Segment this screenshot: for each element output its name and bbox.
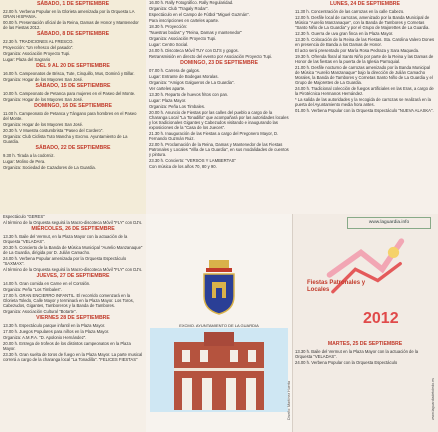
- event-item: 22.30 h. TRADICIONES AL FRESCO.: [3, 39, 74, 44]
- event-item: 13.30 h. Espectáculo parque infantil en la Plaza Mayor.: [3, 323, 106, 328]
- schedule-column-1-lower: [0, 214, 146, 432]
- event-item: 24.00 h. Discoteca Móvil TUY con DJ'S y gogos.: [149, 48, 239, 53]
- event-item: Para inscripciones en carteles aparte.: [149, 18, 220, 23]
- event-item: * La salida de las autoridades y la recogida de carrozas se realizará en la puerta del Ayuntamiento media hora antes.: [295, 97, 431, 107]
- event-item: Lugar: Entrante de Bodegas Moralas.: [149, 74, 219, 79]
- event-item: 10.00 h. Campeonato de Petanca para mujeres en el Paseo del Monte.: [3, 91, 136, 96]
- event-item: Organiza: Hogar de los Mayores San José.: [3, 77, 84, 82]
- town-label: EXCMO. AYUNTAMIENTO DE LA GUARDIA: [179, 323, 259, 328]
- event-item: 13.30 h. Baile del Vermut en la Plaza Mayor con la actuación de la Orquesta "VELADAS".: [295, 349, 419, 359]
- schedule-column-1: [0, 0, 146, 214]
- day-heading: DEL 9 AL 20 DE SEPTIEMBRE: [36, 63, 110, 69]
- event-item: Lugar: Plaza del Sagrario: [3, 57, 51, 62]
- event-item: Con música de los años 70, 80 y 90.: [149, 164, 217, 169]
- event-item: 21.00 h. Desfile nocturno de carrozas amenizado por la Banda Municipal de Música "Aurelio Manzanaque" bajo la dirección de Julián Camacho Morales, la Banda de Tambores y Cornetas Santo Niño de La Guardia y el Grupo de Majorettes de La Guardia.: [295, 65, 433, 85]
- event-item: 22.00 h. Verbena Popular en la Glorieta amenizada por la Orquesta LA GRAN HISPANIA.: [3, 9, 135, 19]
- event-item: 17.00 h. GRAN ENCIERRO INFANTIL. El recorrido comenzará en la Glorieta Toledo, Calle Mayor y terminará en la Plaza Mayor. Los Toros, Cabezudos, Gigantes, Tamboreros y la Banda de Tambores.: [3, 293, 134, 308]
- day-heading: LUNES, 24 DE SEPTIEMBRE: [329, 1, 401, 7]
- event-item: 12.00 h. Desfile local de carrozas, amenizado por la Banda Municipal de Música "Aurelio Manzanaque", con la Banda de Tambores y Cornetas "Santo Niño de La Guardia" y por el Grupo de Majorettes de La Guardia.: [295, 15, 430, 30]
- day-heading: SÁBADO, 1 DE SEPTIEMBRE: [36, 1, 110, 7]
- event-item: 9.30 h. Tirada a la codorniz.: [3, 153, 55, 158]
- event-item: Organiza: Hogar de los Mayores San José.: [3, 122, 84, 127]
- event-item: 24.00 h. Tradicional colección de fuegos artificiales en las Eras, a cargo de la Pirotécnica Hermanos Hernández.: [295, 86, 434, 96]
- event-item: Organiza: "Amigos Galgueros de La Guardia".: [149, 80, 235, 85]
- event-item: 01.00 h. Verbena Popular con la Orquesta Espectáculo "NUEVA ALASKA".: [295, 108, 434, 113]
- event-item: Proyección: "Un refresco del pasado".: [3, 45, 74, 50]
- event-item: 20.00 h. Anuncio de Fiestas por las calles del pueblo a cargo de la Charanga Local "La Tonadilla" que acompañará por las autoridades locales y los tradicionales Gigantes y Cabezudos visitando e inaugurando las exposiciones de la "Casa de los Jueces".: [149, 110, 289, 130]
- event-item: 18.30 h. Proyección:: [149, 24, 188, 29]
- event-item: Organiza: Peña Los Timbales.: [149, 104, 206, 109]
- side-url: www.laguardiadetoledo.es: [431, 378, 435, 420]
- day-heading: VIERNES 28 DE SEPTIEMBRE: [36, 315, 110, 321]
- event-item: Organiza: Sociedad de Cazadores de La Guardia.: [3, 165, 96, 170]
- website-link[interactable]: www.laguardia.info: [347, 217, 431, 229]
- event-item: 07.00 h. Carrera de galgos.: [149, 68, 200, 73]
- event-item: 24.00 h. Verbena Popular amenizada por la Orquesta Espectáculo "SAXMAX".: [3, 256, 127, 266]
- event-item: 13.30 h. Colocación de la Reina de las Fiestas. Sta. Carolina Valero Dones en presencia de Banda a los Damas de Honor.: [295, 37, 435, 47]
- event-item: 12.30 h. Guerra de uva gran finca en la Plaza Mayor.: [295, 31, 394, 36]
- event-item: 13.30 h. Baile del Vermut, en la Plaza Mayor con la actuación de la Orquesta "VELADAS".: [3, 234, 128, 244]
- event-item: Organiza: Asociación Proyecto Tupi.: [3, 51, 71, 56]
- poster-title: Fiestas Patronales y Locales: [307, 280, 366, 293]
- event-item: Organiza: Peña "Los Timbales".: [3, 287, 63, 292]
- event-item: Lugar: Plaza Mayor.: [149, 98, 187, 103]
- event-item: 16.00 h. Rally Fotográfico. Rally Regularidad.: [149, 0, 234, 5]
- schedule-column-3: [292, 0, 438, 214]
- day-heading: MIÉRCOLES, 26 DE SEPTIEMBRE: [31, 226, 115, 232]
- coat-of-arms-icon: [200, 258, 238, 316]
- event-item: "Nuestras bodas" y "Reina, Damas y mantenedor": [149, 30, 242, 35]
- event-item: 23.30 h. Concierto: "VERSOS Y LAMBERTAS": [149, 158, 236, 163]
- event-item: Organiza: A.M.P.A. "D. Apolonio Hernández".: [3, 335, 87, 340]
- poster-art: [297, 230, 435, 426]
- event-item: Al término de la Orquesta seguirá la Macro-discoteca Móvil "FLY" con DJ's.: [3, 220, 143, 225]
- schedule-column-2: [146, 0, 292, 214]
- event-item: El acto será presentado por María Rosa Pedraza y Sara Maqueda.: [295, 48, 420, 53]
- event-item: Espectáculo en el Campo de Fútbol "Miguel Guzmán".: [149, 12, 250, 17]
- town-hall-image: [150, 323, 288, 413]
- event-item: Lugar: Centro Social.: [149, 42, 189, 47]
- day-heading: SÁBADO, 22 DE SEPTIEMBRE: [35, 145, 111, 151]
- event-item: Lugar: Molino de Pera.: [3, 159, 46, 164]
- event-item: Espectáculo "GERES": [3, 214, 45, 219]
- event-item: 20.30 h. V Muestra costumbrista "Paseo del Cordero".: [3, 128, 104, 133]
- event-item: Organiza: Club "Tragaly Rodar".: [149, 6, 209, 11]
- event-item: Ver carteles aparte.: [149, 86, 186, 91]
- event-item: 11.00 h. Campeonato de Petanca y Tángano para hombres en el Paseo del Monte.: [3, 111, 137, 121]
- day-heading: DOMINGO, 16 DE SEPTIEMBRE: [34, 103, 112, 109]
- event-item: Retransmisión en directo del evento por Asociación Proyecto Tupi.: [149, 54, 273, 59]
- poster-year: 2012: [363, 310, 399, 327]
- event-item: 19.30 h. Ofrenda floral al Santo Niño por parte de la Reina y las Damas de Honor de las fiestas en la puerta de la Iglesia Parroquial.: [295, 54, 434, 64]
- event-item: 20.30 h. Concierto de la Banda de Música Municipal "Aurelio Manzanaque" de La Guardia, dirigida por D. Julián Camacho.: [3, 245, 143, 255]
- event-item: 00.00 h. Presentación oficial de la Reina, Damas de Honor y Mantenedor de las Fiestas 2012.: [3, 20, 139, 30]
- event-item: Organiza: Hogar de los Mayores San José.: [3, 97, 84, 102]
- event-item: Organiza: Asociación Cultural "Botarte".: [3, 309, 77, 314]
- event-item: Al término de la Orquesta seguirá la Macro-discoteca Móvil "FLY" con DJ's.: [3, 267, 143, 272]
- event-item: 17.00 h. Juegos Populares para niños en la Plaza Mayor.: [3, 329, 110, 334]
- event-item: 16.00 h. Campeonatos de Brisca, Tute, Cinquillo, Mus, Dominó y Billar.: [3, 71, 135, 76]
- event-item: 13.30 h. Reparto de huevos fritos con pan.: [149, 92, 229, 97]
- day-heading: MARTES, 25 DE SEPTIEMBRE: [327, 341, 403, 347]
- event-item: Organiza: Asociación Proyecto Tupi.: [149, 36, 217, 41]
- event-item: 23.30 h. Gran suelta de toros de fuego en la Plaza Mayor. La parte musical correrá a cargo de la charanga local "La Tonadilla". "FELICES FIESTAS": [3, 352, 143, 362]
- event-item: 24.00 h. Verbena Popular con la Orquesta Espectáculo: [295, 360, 398, 365]
- day-heading: JUEVES, 27 DE SEPTIEMBRE: [36, 273, 110, 279]
- day-heading: SÁBADO, 15 DE SEPTIEMBRE: [35, 83, 111, 89]
- credit-text: Diseño: Martínez Huerta: [287, 381, 291, 420]
- event-item: 20.00 h. Entrega de trofeos de los distintos campeonatos en la Plaza Mayor.: [3, 341, 131, 351]
- day-heading: DOMINGO, 23 DE SEPTIEMBRE: [180, 60, 258, 66]
- event-item: 21.30 h. Inauguración de las Fiestas a cargo del Pregonero Mayor, D. Fernando Guzmán Ruiz.: [149, 131, 279, 141]
- day-heading: SÁBADO, 8 DE SEPTIEMBRE: [36, 31, 110, 37]
- event-item: 22.00 h. Proclamación de la Reina, Damas y Mantenedor de las Fiestas Patronales y Locales "Villa de La Guardia", en sus modalidades de cuentos y pintura.: [149, 142, 289, 157]
- event-item: Organiza: Club Ciclista Tuto Mancha y Excmo. Ayuntamiento de La Guardia.: [3, 134, 128, 144]
- event-item: 14.00 h. Gran comida en Carne en el Corralón.: [3, 281, 91, 286]
- event-item: 11.30 h. Concentración de las carrozas en la calle Cabezo.: [295, 9, 405, 14]
